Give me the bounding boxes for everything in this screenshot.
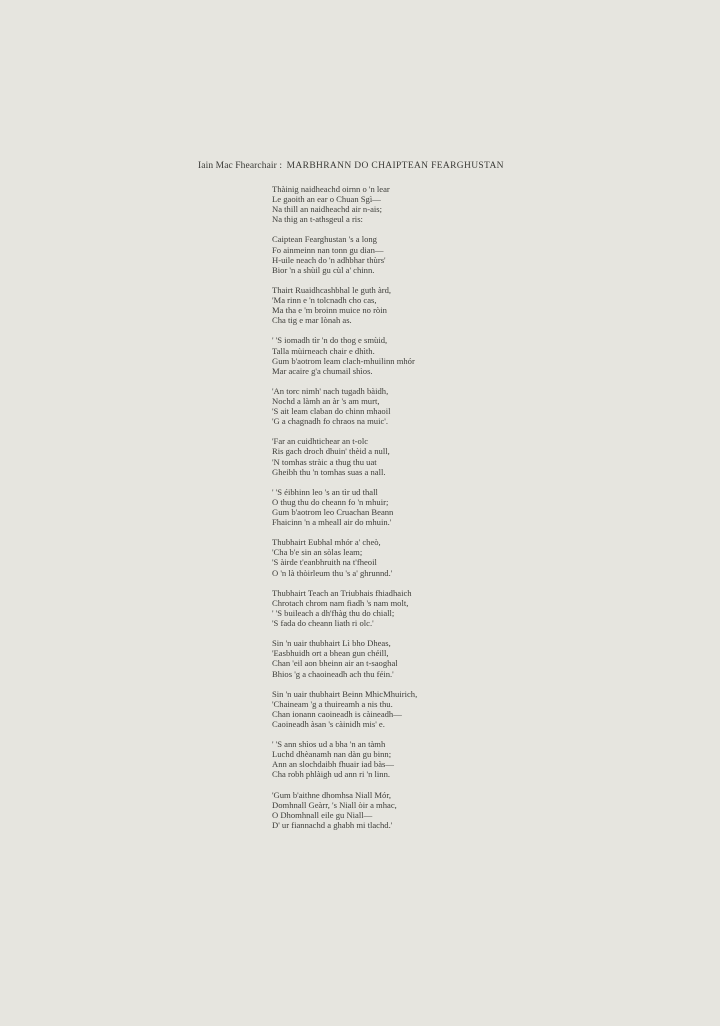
poem-line: Fhaicinn 'n a mheall air do mhuin.' [272, 517, 392, 528]
stanza [272, 588, 417, 628]
poem-line: 'N tomhas stràic a thug thu uat [272, 456, 377, 467]
poem-line: 'Chaineam 'g a thuireamh a nis thu. [272, 698, 393, 709]
poem-line: Na thig an t-athsgeul a ris: [272, 214, 363, 225]
poem-line: 'Ma rinn e 'n tolcnadh cho cas, [272, 295, 377, 306]
poem-line: 'Far an cuidhtichear an t-olc [272, 436, 369, 447]
poem-line: 'S àirde t'eanbhruith na t'fheoil [272, 557, 377, 568]
poem-line: O 'n là thòirleum thu 's a' ghrunnd.' [272, 567, 393, 578]
poem-line: Chan ionann caoineadh is càineadh— [272, 708, 402, 719]
poem-line: Cha tig e mar Iònah as. [272, 315, 352, 326]
poem-line: ' 'S buileach a dh'fhàg thu do chiall; [272, 607, 395, 618]
poem-line: Gum b'aotrom leo Cruachan Beann [272, 507, 394, 517]
poem-line: Ann an slochdaibh fhuair iad bàs— [272, 759, 394, 770]
stanza [272, 335, 417, 375]
poem-line: Chrotach chrom nam fiadh 's nam molt, [272, 597, 409, 608]
poem-line: Mar acaire g'a chumail shìos. [272, 365, 373, 376]
poem-body [272, 184, 417, 840]
poem-line: Bhios 'g a chaoineadh ach thu féin.' [272, 668, 394, 679]
stanza [272, 790, 417, 830]
stanza [272, 739, 417, 779]
poem-line: 'G a chagnadh fo chraos na muic'. [272, 416, 388, 427]
stanza [272, 184, 417, 224]
poem-line: 'An torc nimh' nach tugadh bàidh, [272, 385, 389, 396]
poem-line: Talla mùirneach chair e dhìth. [272, 345, 375, 356]
poem-line: Thubhairt Teach an Triubhais fhiadhaich [272, 587, 412, 598]
stanza [272, 285, 417, 325]
poem-line: 'S fada do cheann liath ri olc.' [272, 618, 374, 629]
poem-line: Nochd a làmh an àr 's am murt, [272, 395, 380, 406]
stanza [272, 537, 417, 577]
poem-line: H-uile neach do 'n adhbhar thùrs' [272, 254, 386, 265]
poem-heading [198, 161, 504, 171]
poem-line: 'Easbhuidh ort a bhean gun chéill, [272, 648, 389, 659]
poem-line: Le gaoith an ear o Chuan Sgì— [272, 194, 381, 205]
poem-line: Luchd dhèanamh nan dàn gu binn; [272, 749, 392, 760]
poem-line: Bior 'n a shùil gu cùl a' chinn. [272, 264, 375, 275]
poem-line: Cha robh phlàigh ud ann ri 'n linn. [272, 769, 391, 780]
stanza [272, 386, 417, 426]
stanza [272, 487, 417, 527]
poem-line: Thàinig naidheachd oirnn o 'n lear [272, 184, 390, 194]
poem-line: Thubhairt Eubhal mhór a' cheò, [272, 537, 381, 548]
poem-line: Ris gach droch dhuin' thèid a null, [272, 446, 390, 457]
poem-line: Gheibh thu 'n tomhas suas a nall. [272, 466, 386, 477]
stanza [272, 234, 417, 274]
poem-line: Thairt Ruaidhcashbhal le guth àrd, [272, 284, 392, 295]
poem-line: Domhnall Geàrr, 's Niall òir a mhac, [272, 799, 397, 810]
poem-line: 'S ait leam claban do chinn mhaoil [272, 406, 391, 417]
poem-line: Gum b'aotrom leam clach-mhuilinn mhór [272, 355, 415, 366]
poem-line: D' ur fiannachd a ghabh mi tlachd.' [272, 819, 393, 830]
poem-line: 'Gum b'aithne dhomhsa Niall Mór, [272, 789, 391, 800]
poem-line: ' 'S éibhinn leo 's an tìr ud thall [272, 486, 378, 497]
poem-line: Na thill an naidheachd air n-ais; [272, 204, 383, 215]
poem-line: 'Cha b'e sin an sòlas leam; [272, 547, 363, 558]
poem-line: Sin 'n uair thubhairt Lì bho Dheas, [272, 638, 391, 649]
poem-title: MARBHRANN DO CHAIPTEAN FEARGHUSTAN [286, 161, 504, 171]
stanza [272, 638, 417, 678]
poem-line: ' 'S iomadh tìr 'n do thog e smùid, [272, 335, 388, 346]
stanza [272, 436, 417, 476]
poem-line: ' 'S ann shìos ud a bha 'n an tàmh [272, 739, 386, 750]
poem-line: Caiptean Fearghustan 's a long [272, 234, 377, 245]
poem-line: Ma tha e 'm broinn muice no ròin [272, 305, 387, 316]
author-name: Iain Mac Fhearchair : [198, 161, 283, 171]
poem-line: Fo ainmeinn nan tonn gu dian— [272, 244, 384, 255]
poem-line: Caoineadh àsan 's càinidh mis' e. [272, 718, 385, 729]
stanza [272, 689, 417, 729]
poem-line: O thug thu do cheann fo 'n mhuir; [272, 496, 389, 507]
poem-line: Chan 'eil aon bheinn air an t-saoghal [272, 658, 398, 669]
poem-line: Sin 'n uair thubhairt Beinn MhicMhuirich, [272, 688, 418, 699]
poem-line: O Dhomhnall eile gu Niall— [272, 809, 373, 820]
